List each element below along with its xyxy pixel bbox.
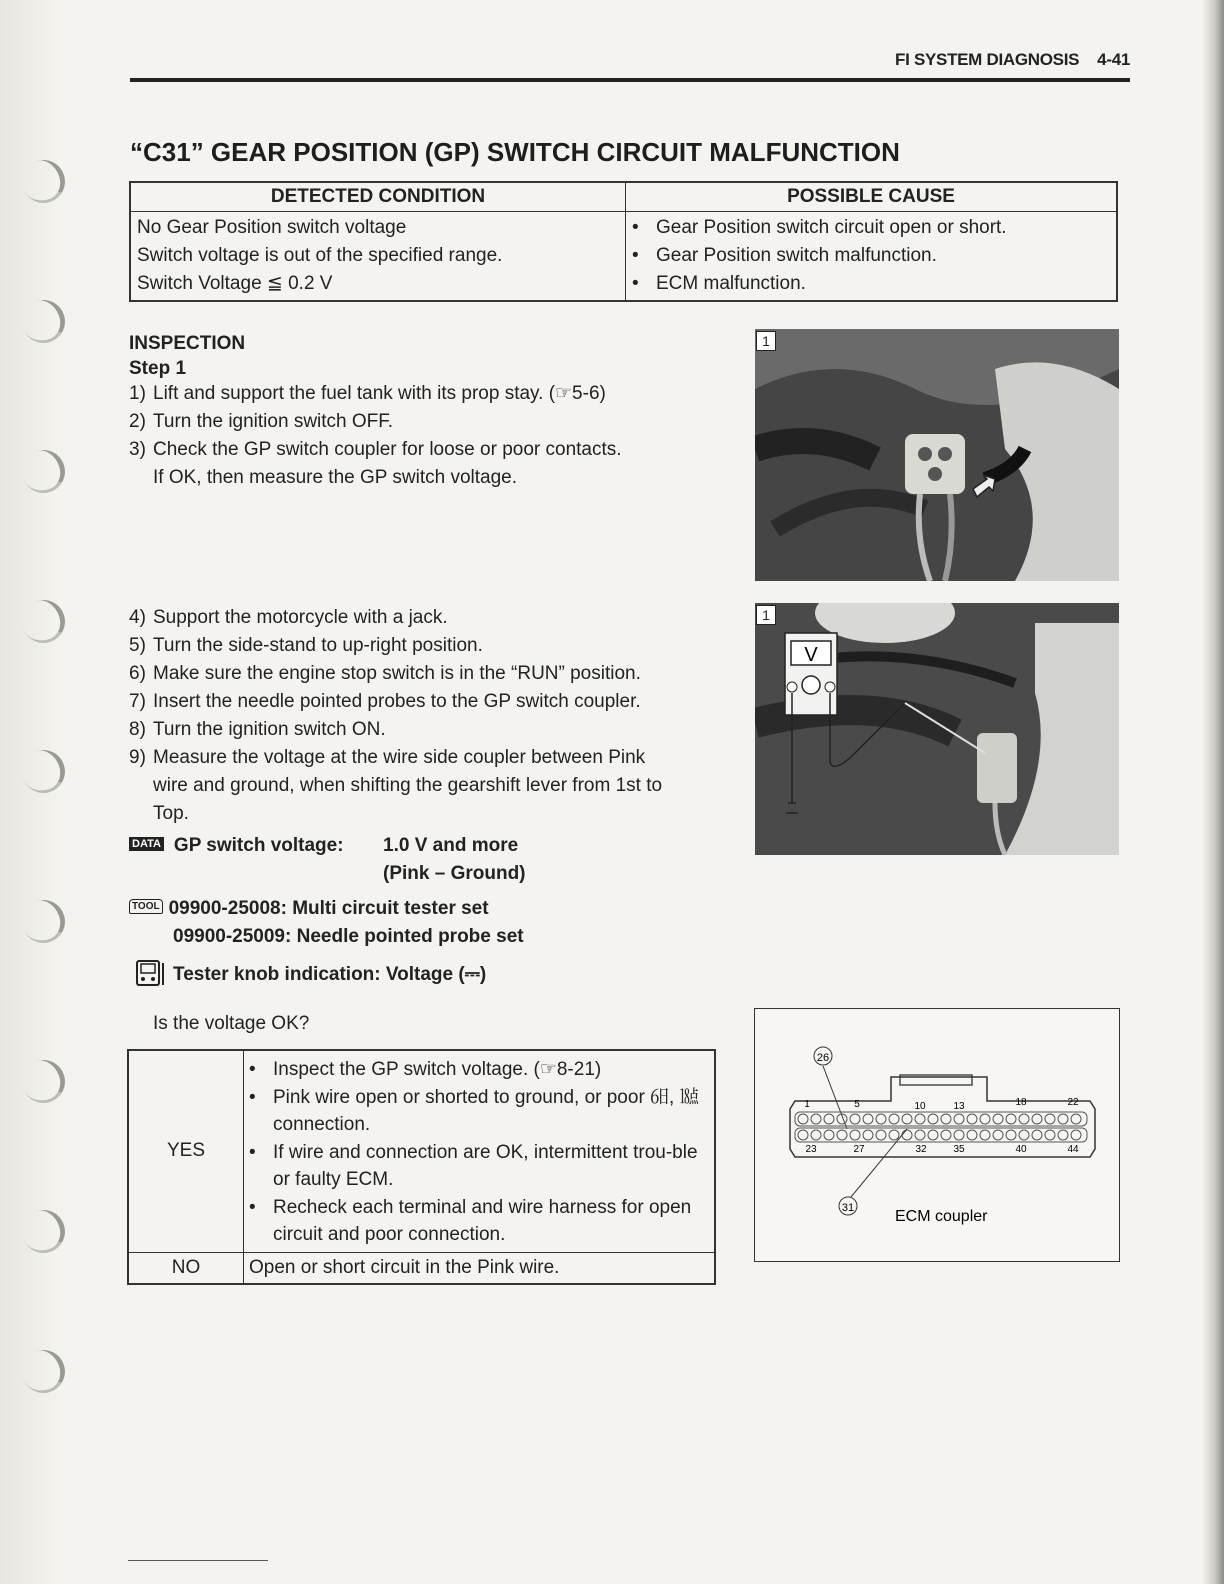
detected-line: Switch Voltage ≦ 0.2 V	[137, 273, 333, 294]
step-text: Lift and support the fuel tank with its prop stay. (☞5-6)	[153, 383, 606, 404]
step-number: 3)	[129, 439, 146, 460]
yes-actions	[244, 1050, 716, 1252]
question-text: Is the voltage OK?	[153, 1013, 310, 1034]
detected-line: Switch voltage is out of the specified range.	[137, 245, 503, 266]
figure-tag: 1	[756, 331, 776, 351]
step-number: 4)	[129, 607, 146, 628]
detected-cell	[130, 212, 626, 302]
step-item	[129, 436, 729, 464]
ecm-coupler-drawing	[755, 1009, 1119, 1261]
engine-photo-1	[755, 329, 1119, 581]
engine-photo-2	[755, 603, 1119, 855]
step-item	[129, 716, 729, 744]
step-number: 2)	[129, 411, 146, 432]
cause-item: • ECM malfunction.	[632, 270, 1110, 298]
step-text: Make sure the engine stop switch is in the “RUN” position.	[153, 663, 641, 684]
step-text: Support the motorcycle with a jack.	[153, 607, 448, 628]
no-action: Open or short circuit in the Pink wire.	[244, 1252, 716, 1284]
pin-number: 10	[914, 1101, 926, 1112]
diagram-caption: ECM coupler	[895, 1208, 988, 1225]
page-number: 4-41	[1097, 50, 1130, 69]
step-heading: Step 1	[129, 358, 187, 379]
page-title: “C31” GEAR POSITION (GP) SWITCH CIRCUIT MALFUNCTION	[130, 137, 900, 167]
step-continuation: wire and ground, when shifting the gearshift lever from 1st to	[153, 775, 663, 796]
step-text: Turn the ignition switch ON.	[153, 719, 386, 740]
gp-voltage-value: 1.0 V and more	[383, 835, 519, 856]
footer-rule	[128, 1560, 268, 1561]
gp-coupler-photo	[755, 329, 1119, 581]
step-text: Check the GP switch coupler for loose or poor contacts.	[153, 439, 622, 460]
meter-label: V	[804, 644, 818, 666]
tester-knob-text: Tester knob indication: Voltage (⎓)	[173, 964, 487, 986]
step-item	[129, 408, 729, 436]
cause-item: • Gear Position switch malfunction.	[632, 242, 1110, 270]
binding-edge	[0, 0, 60, 1584]
tool-spec-1	[129, 898, 489, 920]
pin-number: 18	[1015, 1097, 1027, 1108]
step-continuation: Top.	[153, 803, 189, 824]
voltage-measure-photo	[755, 603, 1119, 855]
tester-knob-spec	[129, 961, 486, 989]
step-number: 8)	[129, 719, 146, 740]
step-text: Turn the side-stand to up-right position.	[153, 635, 483, 656]
step-item	[129, 632, 729, 660]
pin-number: 27	[853, 1144, 865, 1155]
step-number: 9)	[129, 747, 146, 768]
yes-no-table	[127, 1049, 716, 1285]
yes-action-item: • Inspect the GP switch voltage. (☞8-21)	[249, 1056, 713, 1084]
yes-action-item: • If wire and connection are OK, intermittent trou-ble or faulty ECM.	[249, 1139, 713, 1194]
gp-voltage-spec	[129, 835, 519, 857]
pin-callout-31: 31	[841, 1202, 855, 1214]
cause-cell	[626, 212, 1118, 302]
tool-icon: TOOL	[129, 899, 163, 914]
steps-group-b	[129, 604, 729, 828]
step-number: 6)	[129, 663, 146, 684]
pin-number: 5	[854, 1099, 860, 1110]
tester-knob-icon	[129, 959, 169, 987]
col-header-cause: POSSIBLE CAUSE	[626, 182, 1118, 212]
pin-callout-26: 26	[816, 1052, 830, 1064]
step-continuation: If OK, then measure the GP switch voltage.	[153, 467, 517, 488]
step-number: 1)	[129, 383, 146, 404]
step-item	[129, 660, 729, 688]
pin-number: 35	[953, 1144, 965, 1155]
step-number: 7)	[129, 691, 146, 712]
col-header-detected: DETECTED CONDITION	[130, 182, 626, 212]
step-text: Measure the voltage at the wire side coupler between Pink	[153, 747, 646, 768]
gp-voltage-label: GP switch voltage:	[173, 835, 344, 856]
inspection-heading: INSPECTION	[129, 333, 246, 354]
pin-number: 22	[1067, 1097, 1079, 1108]
pin-number: 1	[804, 1099, 810, 1110]
tool-text: 09900-25008: Multi circuit tester set	[168, 898, 489, 919]
step-number: 5)	[129, 635, 146, 656]
detected-line: No Gear Position switch voltage	[137, 217, 407, 238]
step-item	[129, 380, 729, 408]
gp-voltage-note: (Pink – Ground)	[383, 863, 526, 884]
yes-action-item: • Pink wire open or shorted to ground, or poor ㏥, ㍪ connection.	[249, 1084, 713, 1139]
page-header	[130, 48, 1130, 82]
no-label: NO	[128, 1252, 244, 1284]
step-text: Turn the ignition switch OFF.	[153, 411, 394, 432]
pin-number: 23	[805, 1144, 817, 1155]
page-edge	[1202, 0, 1224, 1584]
step-item	[129, 744, 729, 772]
pin-number: 44	[1067, 1144, 1079, 1155]
figure-tag: 1	[756, 605, 776, 625]
step-item	[129, 604, 729, 632]
section-title: FI SYSTEM DIAGNOSIS	[895, 50, 1080, 69]
step-text: Insert the needle pointed probes to the GP switch coupler.	[153, 691, 641, 712]
steps-group-a	[129, 380, 729, 492]
pin-number: 32	[915, 1144, 927, 1155]
step-item	[129, 688, 729, 716]
condition-table	[129, 181, 1118, 302]
pin-number: 13	[953, 1101, 965, 1112]
tool-spec-2: 09900-25009: Needle pointed probe set	[173, 926, 524, 947]
yes-action-item: • Recheck each terminal and wire harness for open circuit and poor connection.	[249, 1194, 713, 1249]
data-icon: DATA	[129, 837, 164, 851]
ecm-coupler-diagram	[754, 1008, 1120, 1262]
yes-label: YES	[128, 1050, 244, 1252]
pin-number: 40	[1015, 1144, 1027, 1155]
cause-item: • Gear Position switch circuit open or short.	[632, 214, 1110, 242]
